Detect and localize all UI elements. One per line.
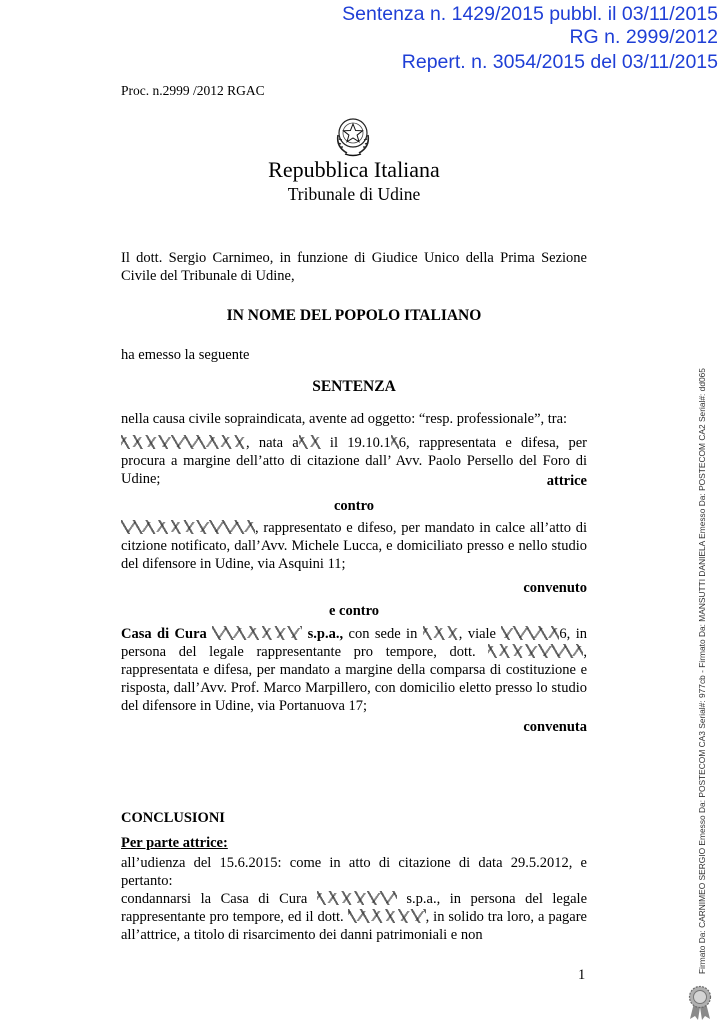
redaction-mark — [488, 644, 583, 658]
redaction-mark — [121, 520, 255, 534]
plaintiff-paragraph: , nata a il 19.10.1 6, rappresentata e difesa, per procura a margine dell’atto di citazione dall’ Avv. Paolo Persello del Foro di Udine; — [121, 435, 588, 487]
page-number: 1 — [578, 967, 586, 983]
redaction-mark — [317, 891, 397, 905]
digital-signature-note: Firmato Da: CARNIMEO SERGIO Emesso Da: POSTECOM CA3 Serial#: 977cb - Firmato Da: MANSUTTI DANIELA Emesso Da: POSTECOM CA2 Serial#: dd065 — [697, 368, 707, 974]
case-line: nella causa civile sopraindicata, avente ad oggetto: “resp. professionale”, tra: — [121, 411, 568, 427]
stamp-rg: RG n. 2999/2012 — [569, 26, 718, 48]
role-convenuto: convenuto — [523, 580, 587, 596]
heading-sentenza: SENTENZA — [312, 378, 396, 395]
heading-popolo: IN NOME DEL POPOLO ITALIANO — [226, 307, 482, 324]
redaction-mark — [212, 626, 302, 640]
rosette-seal-icon — [686, 985, 714, 1021]
court-title: Tribunale di Udine — [287, 184, 421, 204]
italian-republic-emblem-icon — [333, 113, 373, 157]
intro-paragraph: Il dott. Sergio Carnimeo, in funzione di Giudice Unico della Prima Sezione Civile del Tribunale di Udine, — [121, 250, 587, 284]
role-convenuta: convenuta — [523, 719, 587, 735]
republic-title: Repubblica Italiana — [268, 157, 440, 182]
per-parte-attrice: Per parte attrice: — [121, 835, 228, 851]
redaction-mark — [501, 626, 559, 640]
issued-line: ha emesso la seguente — [121, 347, 250, 363]
redaction-mark — [391, 435, 399, 449]
redaction-mark — [423, 626, 459, 640]
conclusion-paragraph-1: all’udienza del 15.6.2015: come in atto di citazione di data 29.5.2012, e pertanto: — [121, 855, 587, 889]
e-contro-label: e contro — [328, 603, 380, 619]
redaction-mark — [348, 909, 426, 923]
stamp-repert: Repert. n. 3054/2015 del 03/11/2015 — [401, 51, 718, 73]
conclusion-paragraph-2: condannarsi la Casa di Cura s.p.a., in persona del legale rappresentante pro tempore, ed il dott. , in solido tra loro, a pagare all’attrice, a titolo di risarcimento dei danni patrimoniali e non — [121, 891, 588, 943]
redaction-mark — [121, 435, 246, 449]
conclusioni-heading: CONCLUSIONI — [121, 810, 225, 826]
contro-label: contro — [333, 498, 374, 514]
redaction-mark — [299, 435, 321, 449]
defendant-paragraph: , rappresentato e difeso, per mandato in calce all’atto di citzione notificato, dall’Avv. Michele Lucca, e domiciliato presso e nello studio del difensore in Udine, via Asquini 11; — [121, 520, 587, 572]
role-attrice: attrice — [546, 473, 587, 489]
stamp-sentenza: Sentenza n. 1429/2015 pubbl. il 03/11/2015 — [342, 3, 718, 25]
clinic-paragraph: Casa di Cura s.p.a., con sede in , viale 6, in persona del legale rappresentante pro tempore, dott. , rappresentata e difesa, per mandato a margine della comparsa di costituzione e risposta, dall’Avv. Prof. Marco Marpillero, con domicilio eletto presso lo studio del difensore in Udine, via Portanuova 17; — [121, 626, 587, 714]
proc-number: Proc. n.2999 /2012 RGAC — [121, 83, 265, 98]
